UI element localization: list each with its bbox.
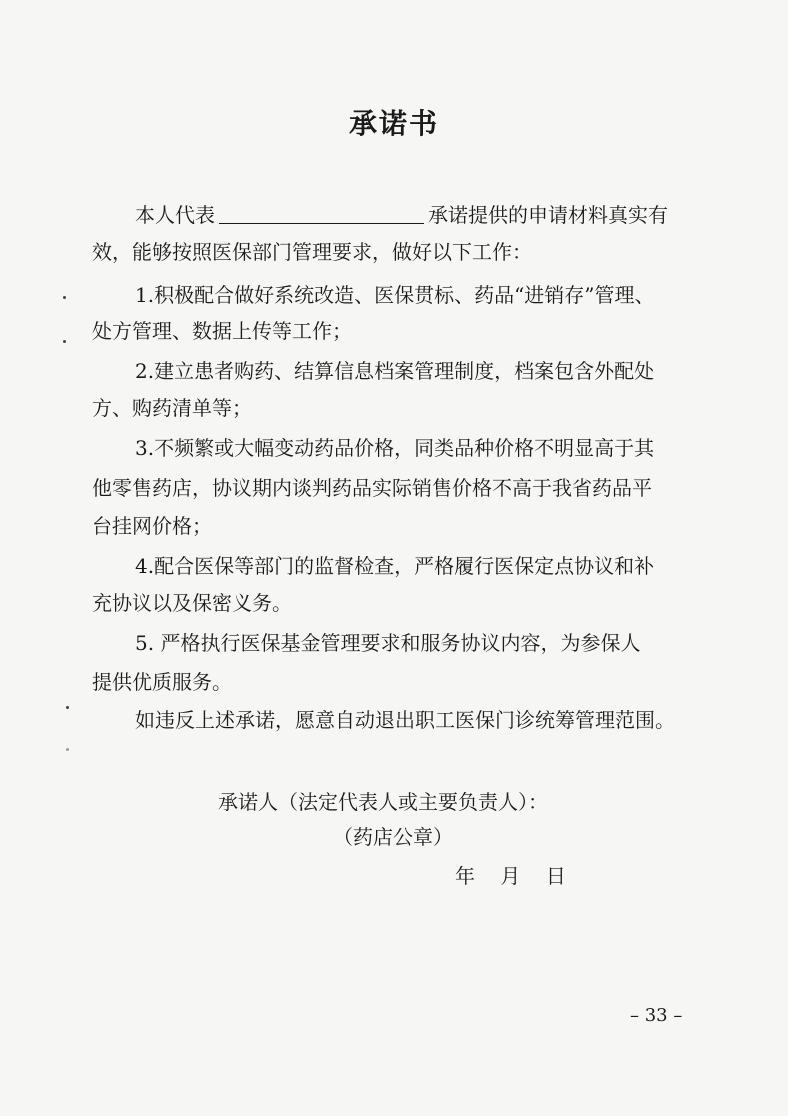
scan-speck (66, 748, 69, 751)
scan-speck (63, 296, 66, 299)
intro-prefix: 本人代表 (135, 203, 215, 227)
item5-line-2: 提供优质服务。 (92, 670, 232, 694)
item1-line-1: 1.积极配合做好系统改造、医保贯标、药品“进销存”管理、 (135, 283, 655, 307)
item3-line-2: 他零售药店，协议期内谈判药品实际销售价格不高于我省药品平 (92, 476, 652, 500)
seal-label: （药店公章） (333, 825, 453, 849)
violation-clause: 如违反上述承诺，愿意自动退出职工医保门诊统筹管理范围。 (135, 708, 675, 732)
item4-line-1: 4.配合医保等部门的监督检查，严格履行医保定点协议和补 (135, 554, 655, 578)
scan-speck (63, 340, 66, 343)
item4-line-2: 充协议以及保密义务。 (92, 591, 292, 615)
item2-line-2: 方、购药清单等； (92, 396, 252, 420)
intro-line-1 (135, 201, 668, 229)
signer-label: 承诺人（法定代表人或主要负责人）： (218, 790, 548, 814)
item3-line-1: 3.不频繁或大幅变动药品价格，同类品种价格不明显高于其 (135, 436, 655, 460)
document-title: 承诺书 (348, 107, 439, 140)
intro-suffix: 承诺提供的申请材料真实有 (428, 203, 668, 227)
page-number: – 33 – (630, 1005, 683, 1026)
item3-line-3: 台挂网价格； (92, 514, 212, 538)
date-line: 年 月 日 (455, 864, 566, 888)
intro-line-2: 效，能够按照医保部门管理要求，做好以下工作： (92, 240, 532, 264)
representative-blank (219, 203, 424, 224)
item5-line-1: 5. 严格执行医保基金管理要求和服务协议内容，为参保人 (135, 631, 641, 655)
scan-speck (66, 706, 69, 709)
item1-line-2: 处方管理、数据上传等工作； (92, 319, 352, 343)
item2-line-1: 2.建立患者购药、结算信息档案管理制度，档案包含外配处 (135, 359, 655, 383)
